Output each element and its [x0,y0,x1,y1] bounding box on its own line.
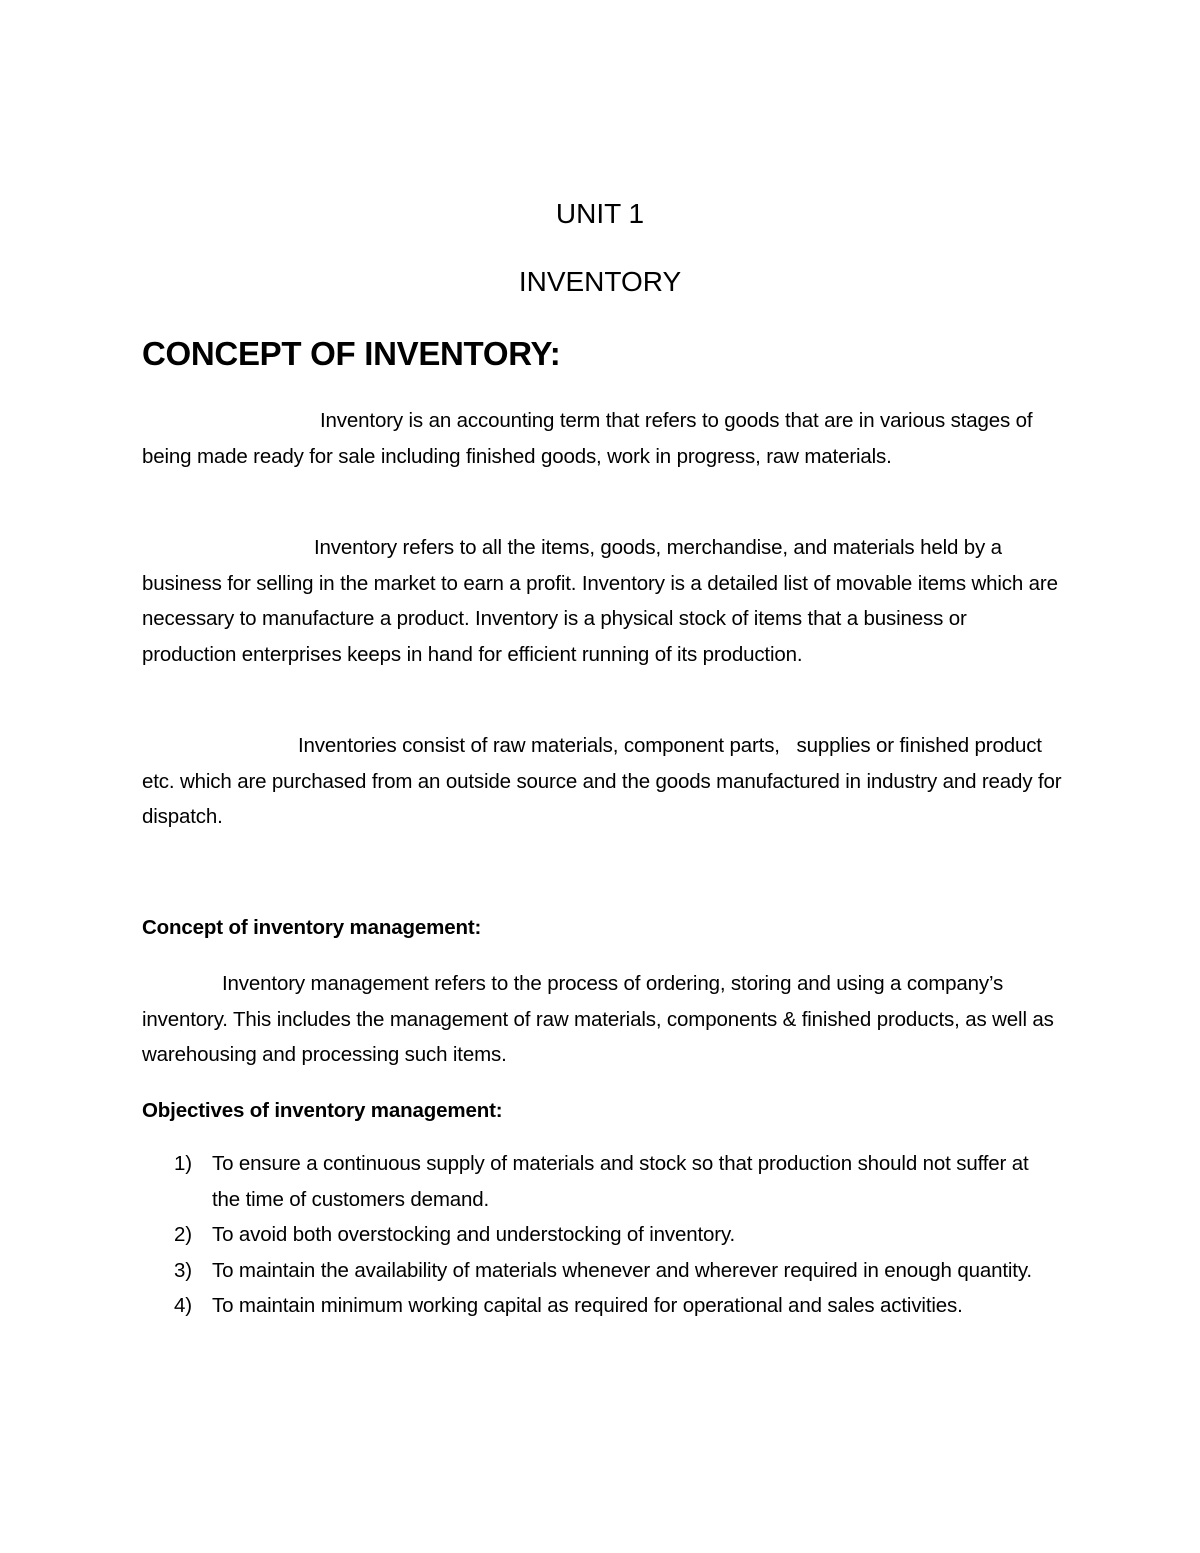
paragraph: Inventories consist of raw materials, component parts, supplies or finished product etc. which are purchased from an outside source and the goods manufactured in industry and ready for dispatch. [142,734,1067,828]
list-number: 4) [174,1294,192,1317]
list-item [142,1288,1062,1324]
objectives-list [142,1146,1062,1324]
list-item-text: To maintain the availability of materials whenever and wherever required in enough quantity. [212,1258,1032,1282]
unit-label: UNIT 1 [555,198,645,229]
list-item-text: To avoid both overstocking and understocking of inventory. [212,1223,736,1246]
list-number: 2) [174,1223,192,1246]
management-paragraph: Inventory management refers to the process of ordering, storing and using a company’s inventory. This includes the management of raw materials, components & finished products, as well as warehousing and processing such items. [142,972,1054,1066]
concept-heading: CONCEPT OF INVENTORY: [142,335,561,372]
list-item-text: To maintain minimum working capital as required for operational and sales activities. [212,1294,963,1317]
list-item [142,1146,1062,1217]
objectives-heading: Objectives of inventory management: [142,1099,503,1122]
list-item [142,1217,1062,1253]
list-item-text: To ensure a continuous supply of materials and stock so that production should not suffer at the time of customers demand. [212,1152,1029,1211]
management-heading: Concept of inventory management: [142,916,482,939]
list-number: 1) [174,1152,192,1175]
paragraph: Inventory refers to all the items, goods, merchandise, and materials held by a business for selling in the market to earn a profit. Inventory is a detailed list of movable items which are necessary to manufacture a product. Inventory is a physical stock of items that a business or production enterprises keeps in hand for efficient running of its production. [142,536,1058,666]
paragraph: Inventory is an accounting term that refers to goods that are in various stages of being made ready for sale including finished goods, work in progress, raw materials. [142,409,1033,468]
list-number: 3) [174,1258,192,1282]
document-title: INVENTORY [518,266,682,297]
list-item [142,1253,1062,1289]
